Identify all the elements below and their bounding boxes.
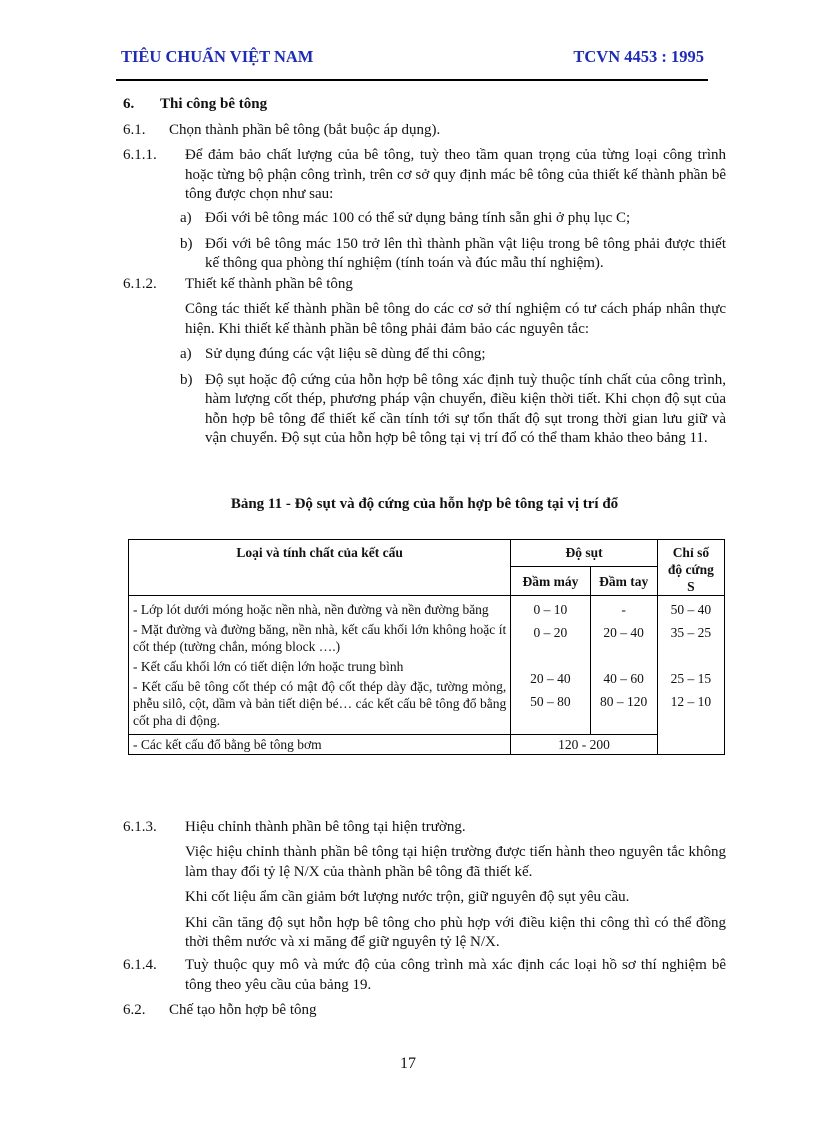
clause-title: Hiệu chỉnh thành phần bê tông tại hiện trường. — [185, 819, 466, 835]
table-caption: Bảng 11 - Độ sụt và độ cứng của hỗn hợp bê tông tại vị trí đổ — [230, 496, 619, 512]
clause-text: Chế tạo hỗn hợp bê tông — [169, 1002, 317, 1018]
clause-number: 6.1. — [123, 122, 146, 138]
clause-text: Công tác thiết kế thành phần bê tông do các cơ sở thí nghiệm có tư cách pháp nhân thực hiện. Khi thiết kế thành phần bê tông phải đảm bảo các nguyên tắc: — [185, 301, 726, 337]
clause-number: 6.2. — [123, 1002, 146, 1018]
list-item: a) Sử dụng đúng các vật liệu sẽ dùng để thi công; — [180, 346, 486, 362]
clause-6-1-2-list — [180, 345, 726, 449]
list-item: b) Độ sụt hoặc độ cứng của hỗn hợp bê tông xác định tuỳ thuộc tính chất của công trình, hàm lượng cốt thép, phương pháp vận chuyển, điều kiện thời tiết. Khi chọn độ sụt của hỗn hợp bê tông để thiết kế cần tính tới sự tổn thất độ sụt trong thời gian lưu giữ và vận chuyển. Độ sụt của hỗn hợp bê tông tại vị trí đổ có thể tham khảo theo bảng 11. — [180, 371, 726, 446]
table-cell-stiffness-values: 50 – 40 35 – 25 25 – 15 12 – 10 — [657, 596, 724, 755]
clause-text: Chọn thành phần bê tông (bắt buộc áp dụng). — [169, 122, 441, 138]
clause-paragraphs: Việc hiệu chỉnh thành phần bê tông tại hiện trường được tiến hành theo nguyên tắc không làm thay đổi tỷ lệ N/X của thành phần bê tông đã thiết kế. Khi cốt liệu ẩm cần giảm bớt lượng nước trộn, giữ nguyên độ sụt yêu cầu. Khi cần tăng độ sụt hỗn hợp bê tông cho phù hợp với điều kiện thi công thì có thể đồng thời thêm nước và xi măng để giữ nguyên tỷ lệ N/X. — [185, 844, 726, 950]
table-cell-pump-row: - Các kết cấu đổ bằng bê tông bơm — [129, 735, 511, 755]
clause-text: Để đảm bảo chất lượng của bê tông, tuỳ theo tầm quan trọng của từng loại công trình hoặc từng bộ phận công trình, trên cơ sở quy định mác bê tông của thiết kế thành phần bê tông được chọn như sau: — [185, 147, 726, 202]
table-row — [129, 596, 725, 735]
table-cell-pump-value: 120 - 200 — [511, 735, 657, 755]
table-row — [129, 735, 725, 755]
table-header-hand-vibration: Đầm tay — [590, 567, 657, 596]
section-number: 6. — [123, 96, 135, 112]
clause-6-1-1-list — [180, 209, 726, 274]
header-standard-code: TCVN 4453 : 1995 — [573, 47, 704, 66]
clause-text: Tuỳ thuộc quy mô và mức độ của công trình mà xác định các loại hồ sơ thí nghiệm bê tông theo yêu cầu của bảng 19. — [185, 957, 726, 993]
header-standard-name: TIÊU CHUẨN VIỆT NAM — [121, 47, 314, 66]
list-item: a) Đối với bê tông mác 100 có thể sử dụng bảng tính sẵn ghi ở phụ lục C; — [180, 210, 631, 226]
header-divider — [116, 79, 708, 81]
clause-number: 6.1.1. — [123, 147, 157, 163]
clause-number: 6.1.4. — [123, 957, 157, 973]
table-cell-structure-types: - Lớp lót dưới móng hoặc nền nhà, nền đường và nền đường băng - Mặt đường và đường băng, nền nhà, kết cấu khối lớn không hoặc ít cốt thép (tường chắn, móng block ….) - Kết cấu khối lớn có tiết diện lớn hoặc trung bình - Kết cấu bê tông cốt thép có mật độ cốt thép dày đặc, tường mỏng, phễu silô, cột, dầm và bản tiết diện bé… các kết cấu bê tông đổ bằng cốt pha di động. — [129, 596, 511, 735]
page-header — [116, 42, 708, 72]
table-header-structure-type: Loại và tính chất của kết cấu — [129, 540, 511, 596]
table-cell-hand-values: - 20 – 40 40 – 60 80 – 120 — [590, 596, 657, 735]
table-header-slump: Độ sụt — [511, 540, 657, 567]
table-header-machine-vibration: Đầm máy — [511, 567, 590, 596]
page-number: 17 — [400, 1055, 416, 1072]
list-item: b) Đối với bê tông mác 150 trở lên thì thành phần vật liệu trong bê tông phải được thiết kế thông qua phòng thí nghiệm (tính toán và đúc mẫu thí nghiệm). — [180, 235, 726, 271]
table-11 — [128, 539, 725, 755]
clause-title: Thiết kế thành phần bê tông — [185, 276, 353, 292]
section-title: Thi công bê tông — [160, 96, 268, 112]
table-header-stiffness: Chỉ số độ cứng S — [657, 540, 724, 596]
clause-number: 6.1.2. — [123, 276, 157, 292]
table-cell-machine-values: 0 – 10 0 – 20 20 – 40 50 – 80 — [511, 596, 590, 735]
clause-number: 6.1.3. — [123, 819, 157, 835]
